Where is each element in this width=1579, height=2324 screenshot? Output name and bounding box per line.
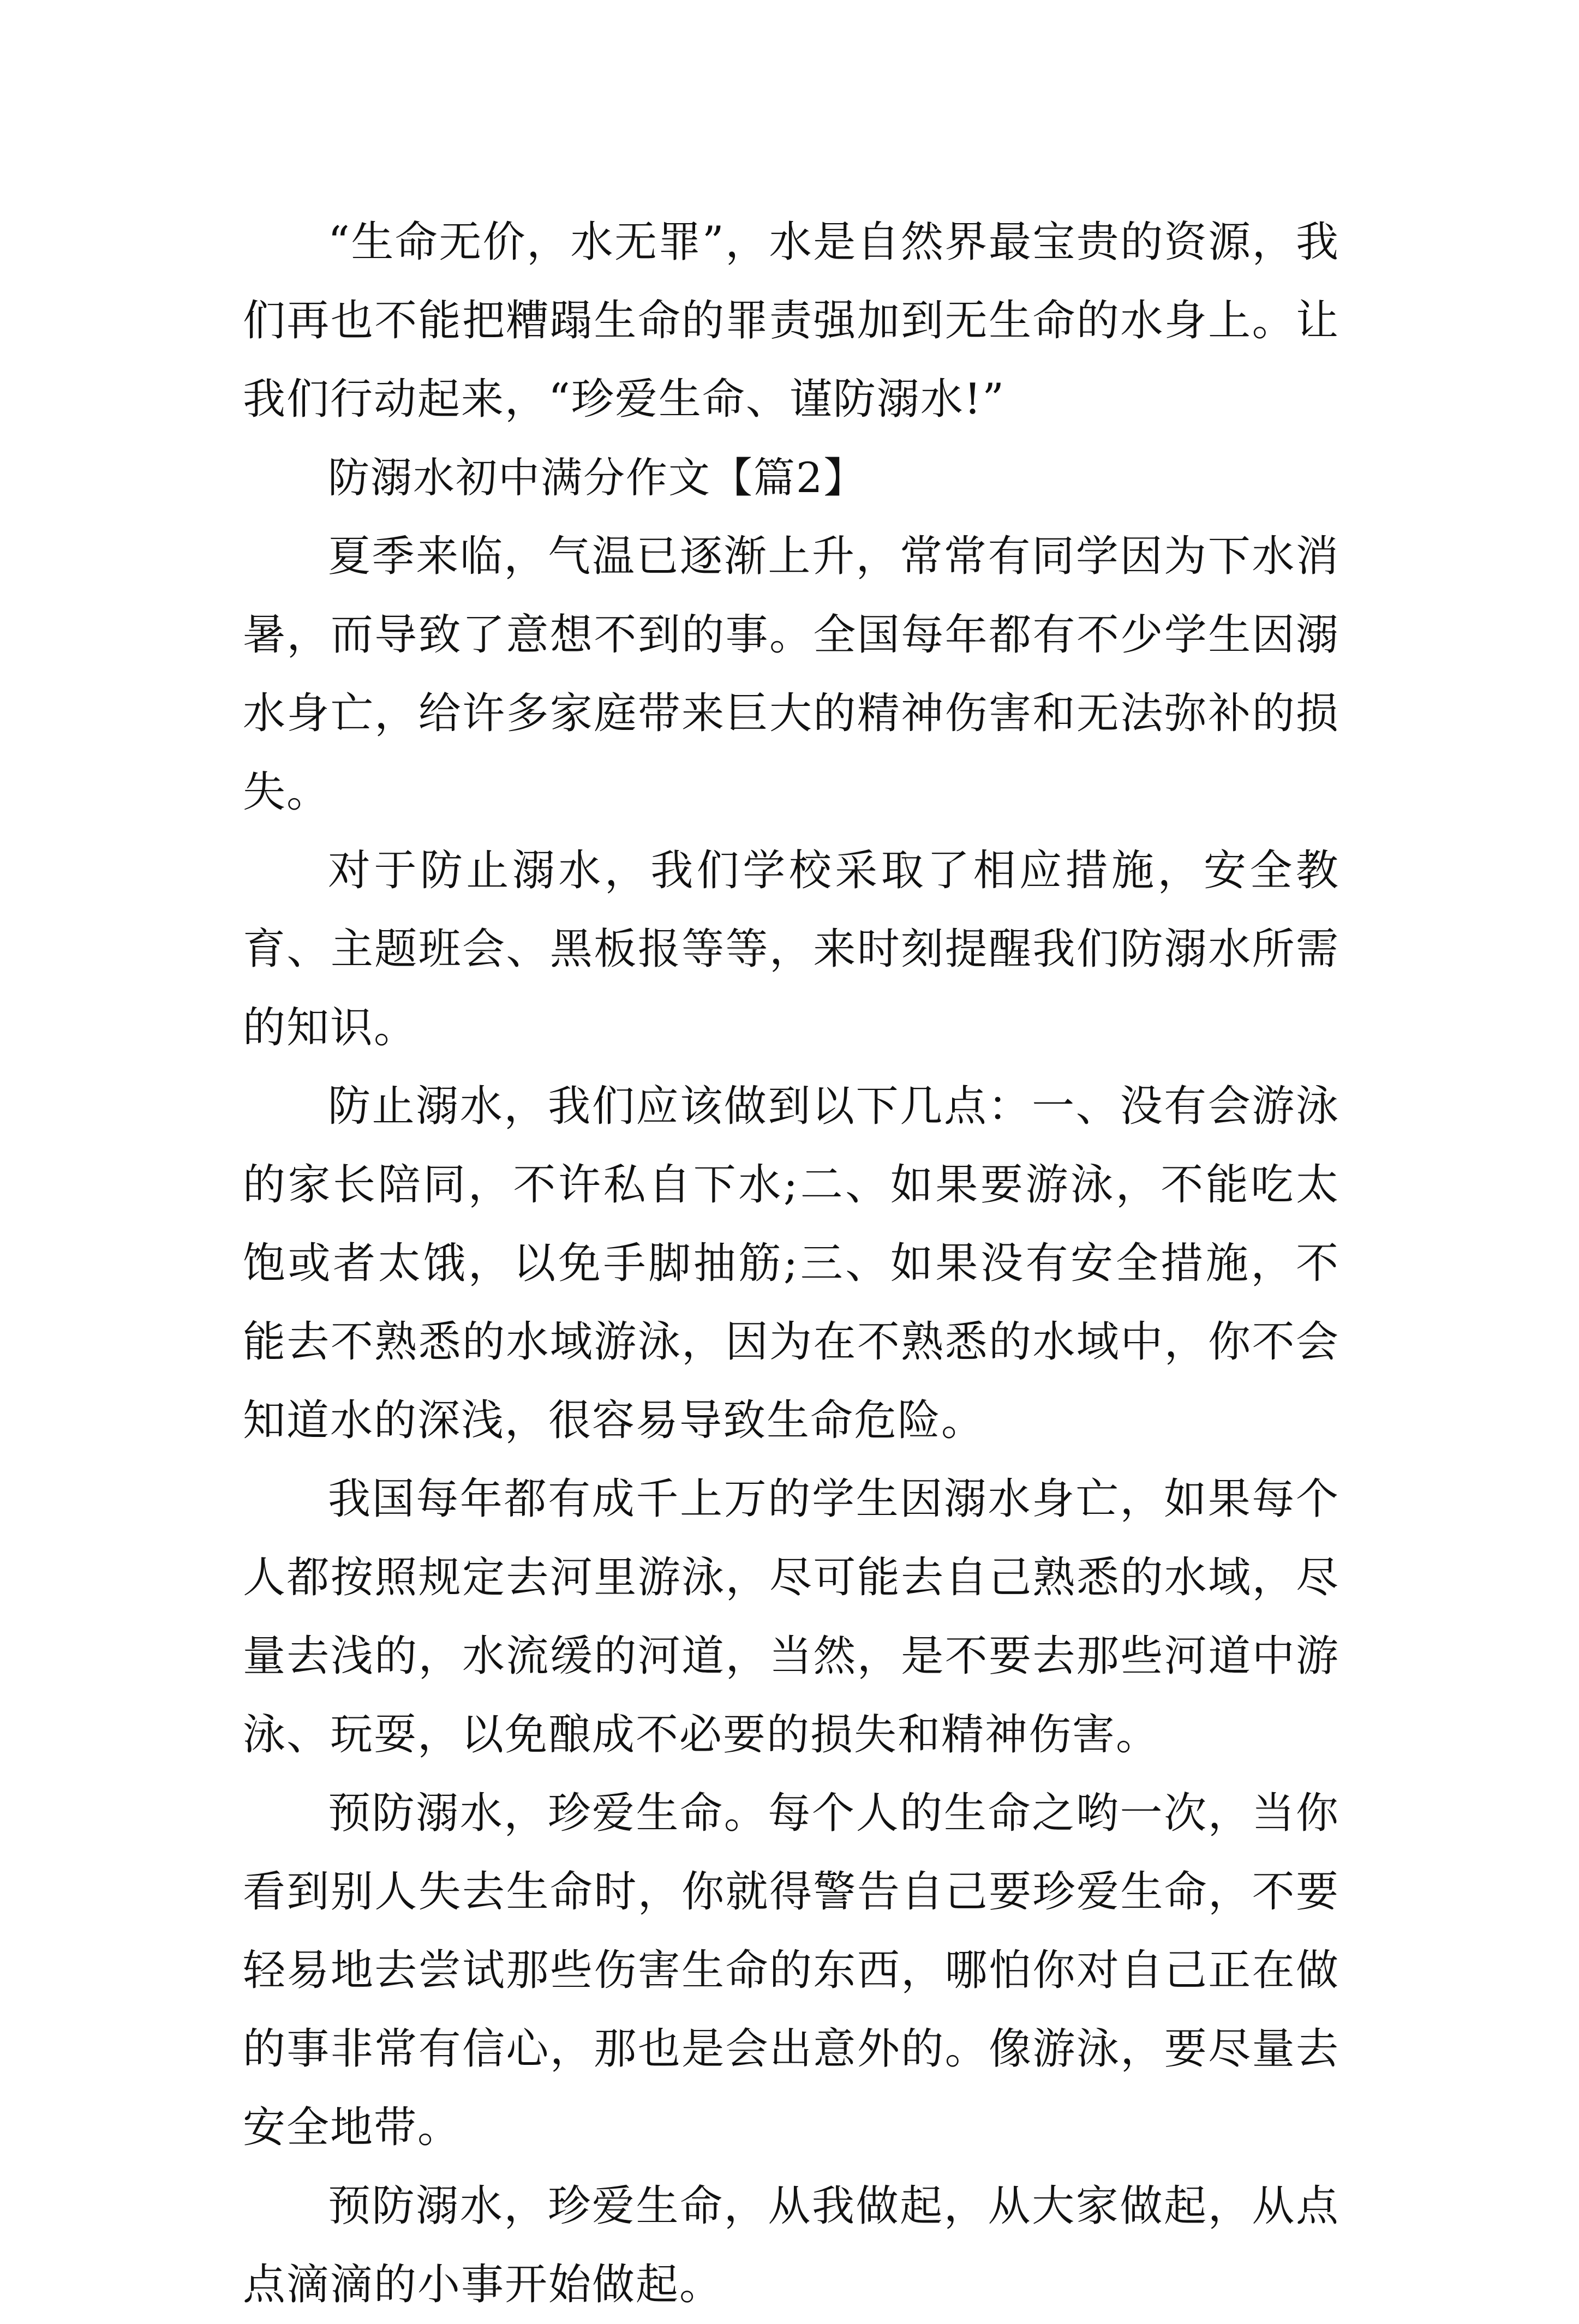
paragraph-2: 夏季来临，气温已逐渐上升，常常有同学因为下水消暑，而导致了意想不到的事。全国每年都有不少学生因溺水身亡，给许多家庭带来巨大的精神伤害和无法弥补的损失。 <box>243 532 1339 817</box>
paragraph-6: 预防溺水，珍爱生命。每个人的生命之哟一次，当你看到别人失去生命时，你就得警告自己要珍爱生命，不要轻易地去尝试那些伤害生命的东西，哪怕你对自己正在做的事非常有信心，那也是会出意外的。像游泳，要尽量去安全地带。 <box>243 1789 1339 2152</box>
document-body <box>243 203 1339 2324</box>
paragraph-5: 我国每年都有成千上万的学生因溺水身亡，如果每个人都按照规定去河里游泳，尽可能去自己熟悉的水域，尽量去浅的，水流缓的河道，当然，是不要去那些河道中游泳、玩耍，以免酿成不必要的损失和精神伤害。 <box>243 1475 1339 1759</box>
paragraph-3: 对于防止溺水，我们学校采取了相应措施，安全教育、主题班会、黑板报等等，来时刻提醒我们防溺水所需的知识。 <box>243 846 1339 1052</box>
paragraph-1: “生命无价，水无罪”，水是自然界最宝贵的资源，我们再也不能把糟蹋生命的罪责强加到无生命的水身上。让我们行动起来，“珍爱生命、谨防溺水!” <box>243 218 1339 424</box>
section-heading: 防溺水初中满分作文【篇2】 <box>328 453 866 502</box>
paragraph-4: 防止溺水，我们应该做到以下几点：一、没有会游泳的家长陪同，不许私自下水;二、如果要游泳，不能吃太饱或者太饿，以免手脚抽筋;三、如果没有安全措施，不能去不熟悉的水域游泳，因为在不熟悉的水域中，你不会知道水的深浅，很容易导致生命危险。 <box>243 1082 1339 1445</box>
paragraph-7: 预防溺水，珍爱生命，从我做起，从大家做起，从点点滴滴的小事开始做起。 <box>243 2182 1339 2309</box>
